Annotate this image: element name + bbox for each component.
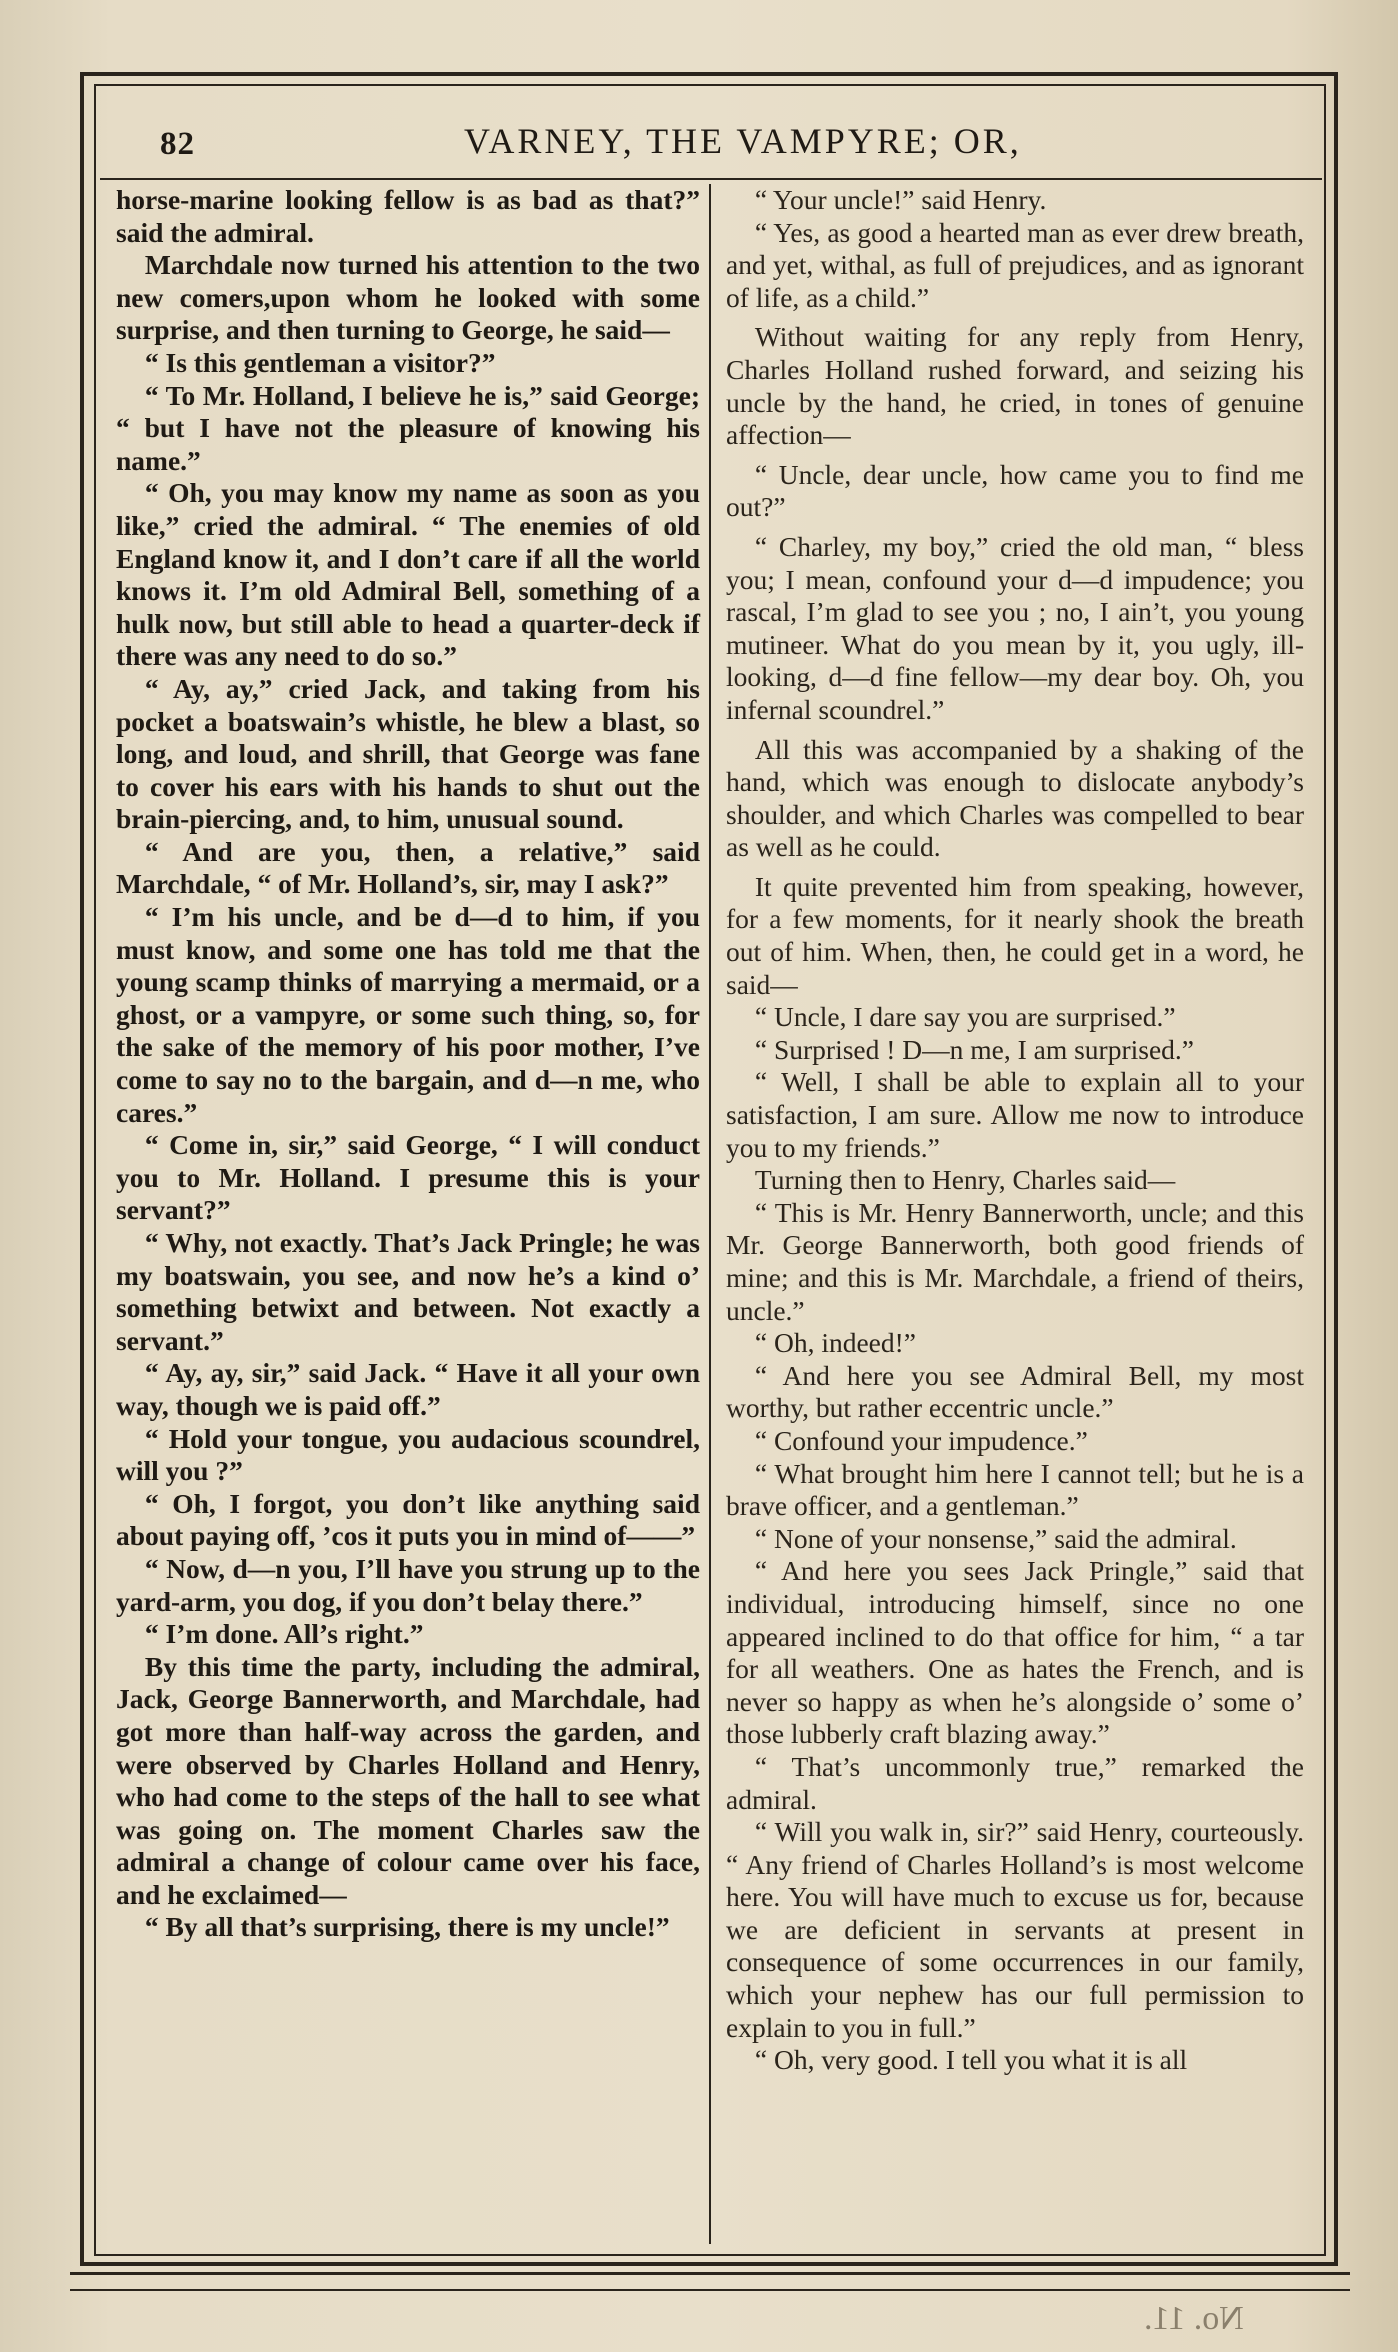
left-column — [116, 184, 700, 1944]
paragraph: “ Will you walk in, sir?” said Henry, courteously. “ Any friend of Charles Holland’s is most welcome here. You will have much to excuse us for, because we are deficient in servants at present in consequence of some occurrences in our family, which your nephew has our full permission to explain to you in full.” — [726, 1816, 1304, 2043]
paragraph: Marchdale now turned his attention to the two new comers,upon whom he looked with some surprise, and then turning to George, he said— — [116, 249, 700, 346]
paragraph: “ What brought him here I cannot tell; but he is a brave officer, and a gentleman.” — [726, 1457, 1304, 1522]
paragraph: “ Charley, my boy,” cried the old man, “ bless you; I mean, confound your d—d impudence; you rascal, I’m glad to see you ; no, I ain’t, you young mutineer. What do you mean by it, you ugly, ill-looking, d—d fine fellow—my dear boy. Oh, you infernal scoundrel.” — [726, 530, 1304, 725]
bleed-through-text: No. 11. — [1144, 2300, 1244, 2337]
paragraph: “ And here you sees Jack Pringle,” said that individual, introducing himself, since no one appeared inclined to do that office for him, “ a tar for all weathers. One as hates the French, and is never so happy as when he’s alongside o’ some o’ those lubberly craft blazing away.” — [726, 1555, 1304, 1750]
paragraph: “ None of your nonsense,” said the admiral. — [754, 1522, 1237, 1554]
paragraph: “ This is Mr. Henry Bannerworth, uncle; and this Mr. George Bannerworth, both good friends of mine; and this is Mr. Marchdale, a friend of theirs, uncle.” — [726, 1196, 1304, 1326]
paragraph: “ Hold your tongue, you audacious scoundrel, will you ?” — [116, 1422, 700, 1487]
paragraph: Without waiting for any reply from Henry, Charles Holland rushed forward, and seizing his uncle by the hand, he cried, in tones of genuine affection— — [726, 321, 1304, 451]
paragraph: “ Your uncle!” said Henry. — [754, 184, 1047, 215]
bottom-rule — [70, 2272, 1350, 2291]
running-title: VARNEY, THE VAMPYRE; OR, — [464, 121, 1022, 161]
paragraph: “ And are you, then, a relative,” said Marchdale, “ of Mr. Holland’s, sir, may I ask?” — [116, 835, 700, 900]
header-rule — [100, 178, 1322, 180]
paragraph: “ Oh, I forgot, you don’t like anything said about paying off, ’cos it puts you in mind of——” — [116, 1487, 700, 1552]
paragraph: “ Ay, ay,” cried Jack, and taking from his pocket a boatswain’s whistle, he blew a blast, so long, and loud, and shrill, that George was fane to cover his ears with his hands to shut out the brain-piercing, and, to him, unusual sound. — [116, 672, 700, 835]
paragraph: “ I’m his uncle, and be d—d to him, if you must know, and some one has told me that the young scamp thinks of marrying a mermaid, or a ghost, or a vampyre, or some such thing, so, for the sake of the memory of his poor mother, I’ve come to say no to the bargain, and d—n me, who cares.” — [116, 901, 700, 1128]
paragraph: Turning then to Henry, Charles said— — [754, 1164, 1176, 1196]
paragraph: “ Oh, you may know my name as soon as you like,” cried the admiral. “ The enemies of old England know it, and I don’t care if all the world knows it. I’m old Admiral Bell, something of a hulk now, but still able to head a quarter-deck if there was any need to do so.” — [116, 477, 700, 672]
right-column — [726, 184, 1304, 2077]
paragraph: “ Confound your impudence.” — [754, 1424, 1088, 1456]
paragraph: “ Well, I shall be able to explain all to your satisfaction, I am sure. Allow me now to introduce you to my friends.” — [726, 1066, 1304, 1163]
paragraph: “ Uncle, dear uncle, how came you to find me out?” — [726, 458, 1304, 523]
paragraph: “ Uncle, I dare say you are surprised.” — [754, 1001, 1176, 1033]
paragraph: “ Why, not exactly. That’s Jack Pringle; he was my boatswain, you see, and now he’s a kind o’ something betwixt and between. Not exactly a servant.” — [116, 1227, 700, 1356]
paragraph: “ Is this gentleman a visitor?” — [144, 346, 496, 378]
paragraph: By this time the party, including the admiral, Jack, George Bannerworth, and Marchdale, had got more than half-way across the garden, and were observed by Charles Holland and Henry, who had come to the steps of the hall to see what was going on. The moment Charles saw the admiral a change of colour came over his face, and he exclaimed— — [116, 1650, 700, 1910]
page-header — [94, 96, 1326, 176]
paragraph: “ Ay, ay, sir,” said Jack. “ Have it all your own way, though we is paid off.” — [116, 1357, 700, 1421]
paragraph: “ To Mr. Holland, I believe he is,” said George; “ but I have not the pleasure of knowing his name.” — [116, 379, 700, 476]
paragraph: “ And here you see Admiral Bell, my most worthy, but rather eccentric uncle.” — [726, 1359, 1304, 1424]
paragraph: It quite prevented him from speaking, however, for a few moments, for it nearly shook the breath out of him. When, then, he could get in a word, he said— — [726, 870, 1304, 1000]
paragraph: “ Surprised ! D—n me, I am surprised.” — [754, 1033, 1195, 1065]
paragraph: “ I’m done. All’s right.” — [144, 1618, 424, 1650]
column-divider — [709, 184, 711, 2244]
paragraph: horse-marine looking fellow is as bad as that?” said the admiral. — [116, 184, 700, 248]
paragraph: “ Oh, indeed!” — [754, 1327, 916, 1359]
paragraph: “ Yes, as good a hearted man as ever drew breath, and yet, withal, as full of prejudices, and as ignorant of life, as a child.” — [726, 216, 1304, 313]
paragraph: “ By all that’s surprising, there is my uncle!” — [144, 1911, 670, 1943]
paragraph: “ Oh, very good. I tell you what it is all — [754, 2044, 1188, 2076]
paragraph: “ Now, d—n you, I’ll have you strung up to the yard-arm, you dog, if you don’t belay there.” — [116, 1552, 700, 1617]
paragraph: “ That’s uncommonly true,” remarked the admiral. — [726, 1750, 1304, 1815]
paragraph: All this was accompanied by a shaking of the hand, which was enough to dislocate anybody’s shoulder, and which Charles was compelled to bear as well as he could. — [726, 733, 1304, 863]
paragraph: “ Come in, sir,” said George, “ I will conduct you to Mr. Holland. I presume this is your servant?” — [116, 1129, 700, 1226]
page-number: 82 — [160, 126, 195, 162]
